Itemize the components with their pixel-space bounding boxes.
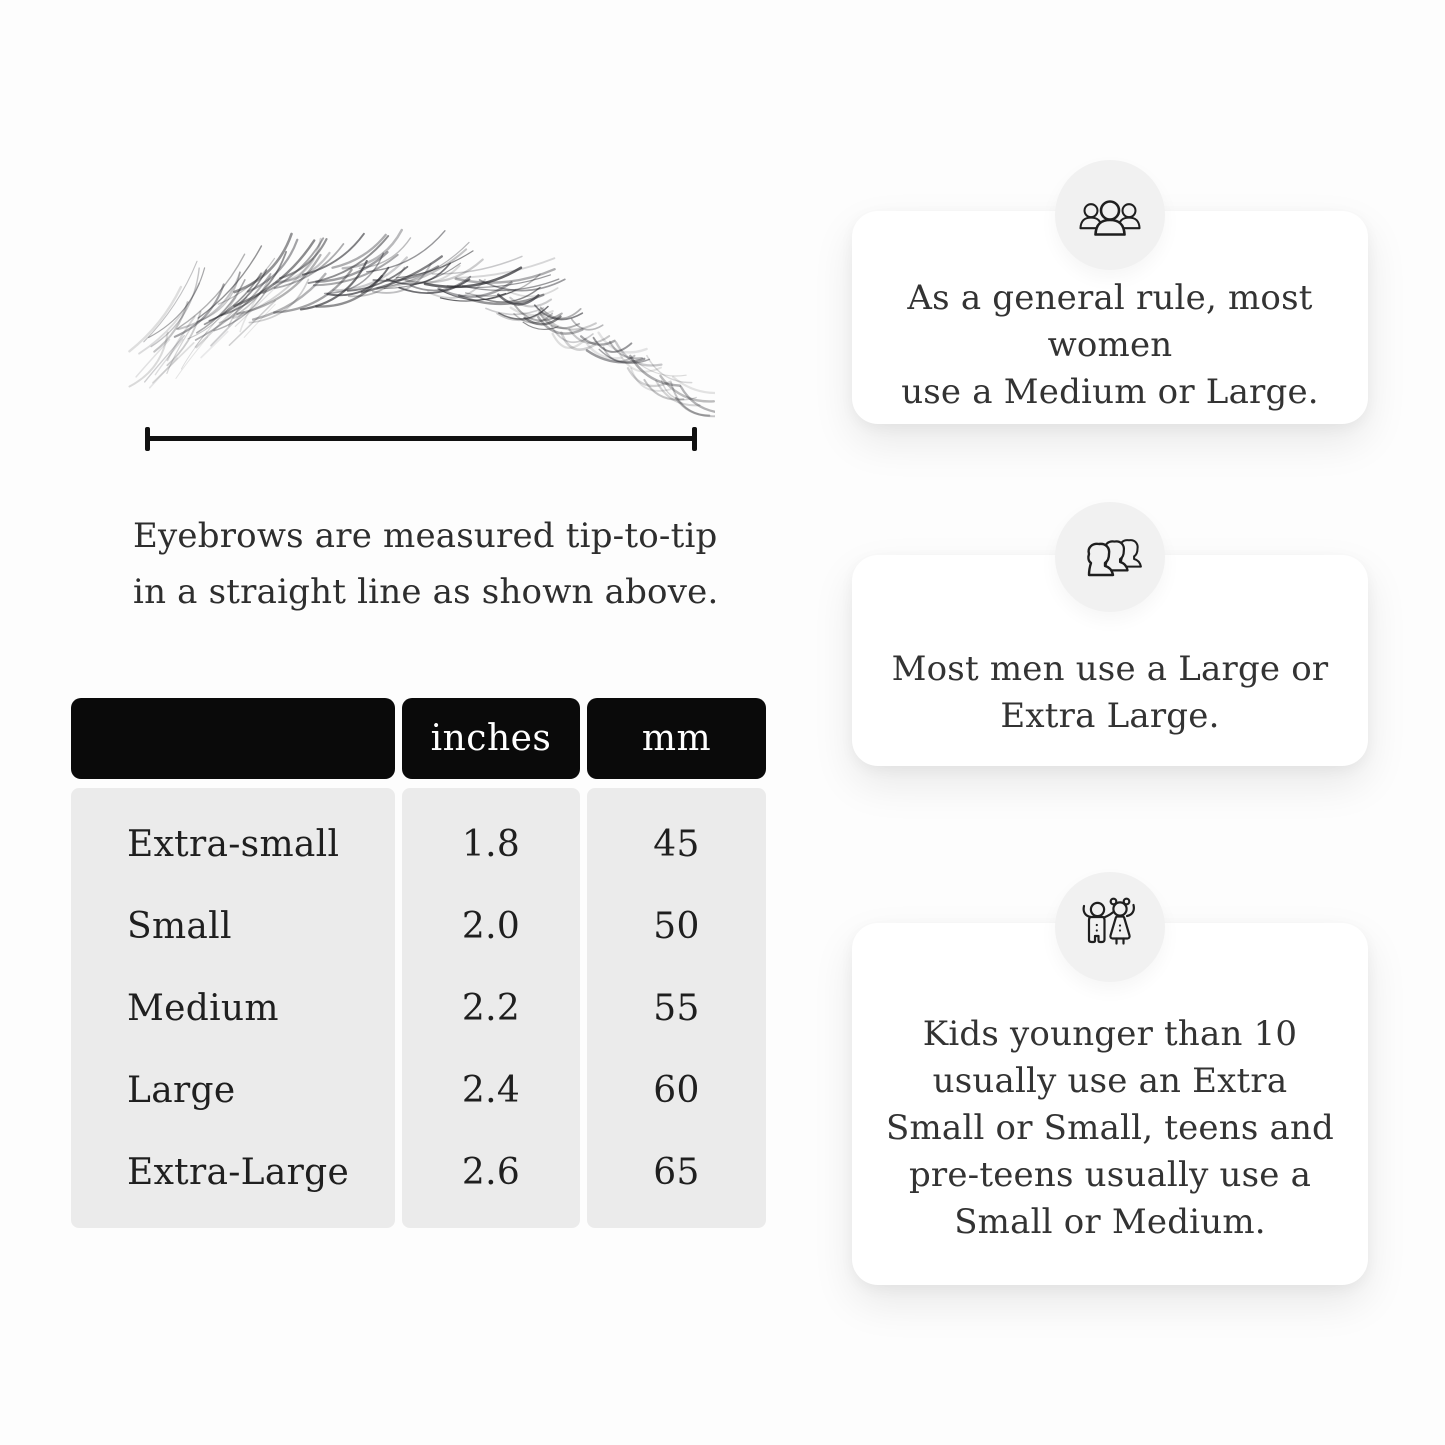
table-row-label: Medium (127, 987, 279, 1029)
card-text-line: Kids younger than 10 (922, 1013, 1298, 1054)
card-text-line: Most men use a Large or (891, 648, 1329, 689)
table-column-labels (71, 788, 395, 1228)
table-row-label: Large (127, 1069, 236, 1111)
table-cell-mm: 65 (653, 1151, 700, 1193)
measurement-line (145, 427, 697, 451)
table-cell-inches: 2.4 (461, 1069, 521, 1111)
table-header-mm: mm (587, 698, 766, 779)
measurement-caption (133, 508, 753, 620)
eyebrow-illustration (115, 210, 715, 420)
table-row-label: Small (127, 906, 232, 948)
card-text-line: Small or Medium. (954, 1201, 1266, 1242)
table-cell-inches: 2.0 (461, 906, 521, 948)
children-icon (1078, 897, 1142, 957)
icon-circle (1055, 872, 1165, 982)
table-cell-mm: 50 (653, 906, 700, 948)
table-column-inches (402, 788, 580, 1228)
table-cell-mm: 55 (653, 987, 700, 1029)
caption-line: Eyebrows are measured tip-to-tip (133, 516, 718, 556)
table-cell-mm: 45 (653, 824, 700, 866)
card-text (852, 275, 1368, 416)
card-text-line: Small or Small, teens and (885, 1107, 1335, 1148)
card-text (886, 1011, 1334, 1246)
table-header-inches: inches (402, 698, 580, 779)
card-text-line: As a general rule, most women (907, 278, 1313, 365)
caption-line: in a straight line as shown above. (133, 572, 719, 612)
women-group-icon (1076, 192, 1144, 238)
card-text-line: usually use an Extra (932, 1060, 1288, 1101)
table-row-label: Extra-Large (127, 1151, 350, 1193)
table-cell-inches: 2.6 (461, 1151, 521, 1193)
card-text (892, 646, 1329, 740)
icon-circle (1055, 160, 1165, 270)
table-cell-inches: 1.8 (461, 824, 521, 866)
card-text-line: use a Medium or Large. (901, 372, 1319, 412)
measurement-bar (145, 436, 697, 441)
table-cell-inches: 2.2 (461, 987, 521, 1029)
table-cell-mm: 60 (653, 1069, 700, 1111)
table-column-mm (587, 788, 766, 1228)
icon-circle (1055, 502, 1165, 612)
measurement-endcap-right (692, 427, 697, 451)
card-text-line: Extra Large. (1000, 695, 1220, 736)
men-group-icon (1075, 533, 1145, 581)
card-text-line: pre-teens usually use a (908, 1154, 1312, 1195)
table-row-label: Extra-small (127, 824, 340, 866)
table-header-size (71, 698, 395, 779)
